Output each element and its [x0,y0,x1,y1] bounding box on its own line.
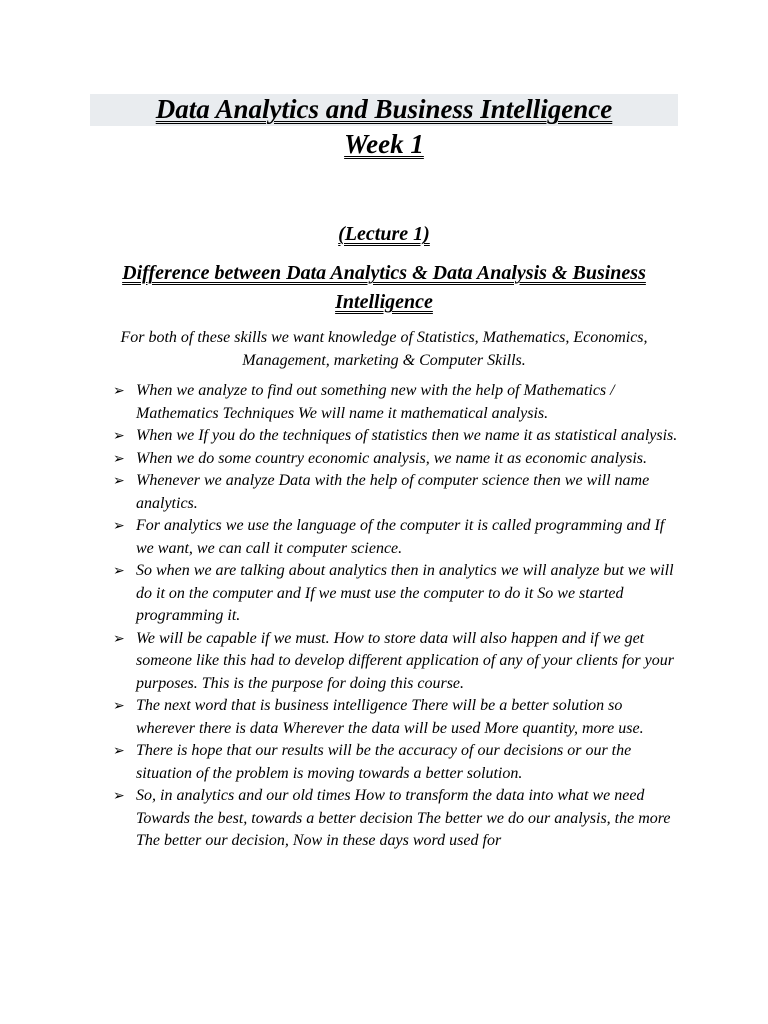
arrow-bullet-icon: ➢ [113,788,125,804]
bullet-item [113,425,683,448]
bullet-text: There is hope that our results will be the accuracy of our decisions or our the situation of the problem is moving towards a better solution. [136,742,632,782]
bullet-text: When we If you do the techniques of statistics then we name it as statistical analysis. [136,427,678,444]
bullet-item [113,628,683,696]
section-heading: Difference between Data Analytics & Data Analysis & Business Intelligence [122,262,646,313]
arrow-bullet-icon: ➢ [113,630,125,647]
week-heading: Week 1 [344,129,424,159]
arrow-bullet-icon: ➢ [113,473,125,489]
bullet-item [113,448,683,471]
arrow-bullet-icon: ➢ [113,518,125,534]
bullet-list [113,380,683,853]
bullet-text: So when we are talking about analytics then in analytics we will analyze but we will do it on the computer and If we must use the computer to do it So we started programming it. [136,562,674,624]
bullet-text: When we do some country economic analysis, we name it as economic analysis. [136,449,648,467]
bullet-item [113,470,683,515]
arrow-bullet-icon: ➢ [113,698,125,714]
bullet-item [113,785,683,853]
arrow-bullet-icon: ➢ [113,563,125,579]
document-title: Data Analytics and Business Intelligence [155,94,613,124]
bullet-text: Whenever we analyze Data with the help of computer science then we will name analytics. [136,472,650,512]
arrow-bullet-icon: ➢ [113,450,125,467]
bullet-text: We will be capable if we must. How to store data will also happen and if we get someone like this had to develop different application of any of your clients for your purposes. This is the purpose for doing this course. [136,629,674,692]
bullet-item [113,380,683,425]
bullet-item [113,515,683,560]
bullet-text: When we analyze to find out something new with the help of Mathematics / Mathematics Techniques We will name it mathematical analysis. [136,382,615,422]
arrow-bullet-icon: ➢ [113,383,125,399]
arrow-bullet-icon: ➢ [113,743,125,759]
bullet-item [113,560,683,628]
bullet-item [113,695,683,740]
arrow-bullet-icon: ➢ [113,428,125,444]
bullet-item [113,740,683,785]
intro-paragraph: For both of these skills we want knowledge of Statistics, Mathematics, Economics, Management, marketing & Computer Skills. [120,329,648,369]
lecture-heading: (Lecture 1) [338,223,430,245]
bullet-text: For analytics we use the language of the computer it is called programming and If we want, we can call it computer science. [136,517,665,557]
bullet-text: So, in analytics and our old times How to transform the data into what we need Towards the best, towards a better decision The better we do our analysis, the more The better our decision, Now in these days word used for [136,787,671,849]
bullet-text: The next word that is business intelligence There will be a better solution so wherever there is data Wherever the data will be used More quantity, more use. [136,697,644,737]
